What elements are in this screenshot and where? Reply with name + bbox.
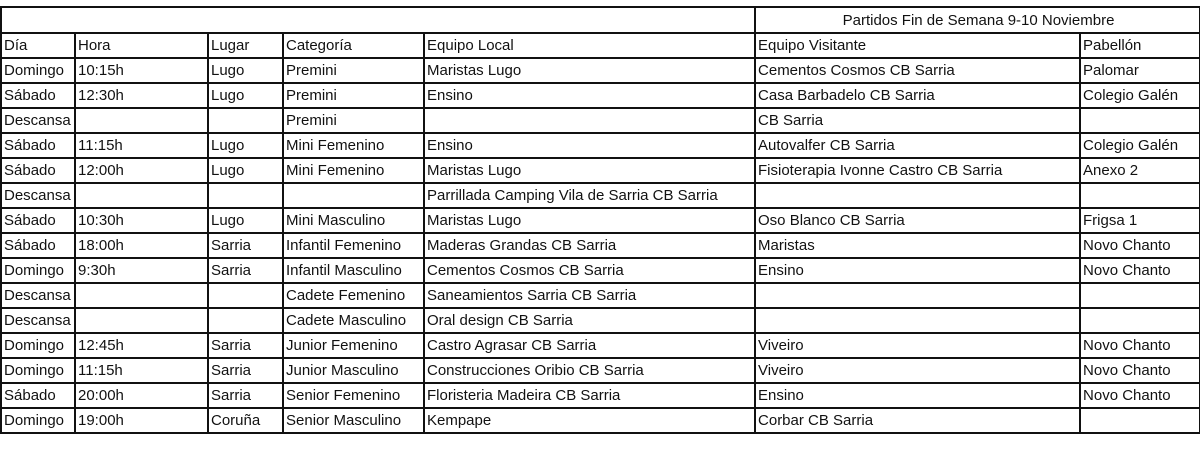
cell-category[interactable]: Premini [283, 58, 424, 83]
table-row [1, 183, 1200, 208]
header-day[interactable]: Día [1, 33, 75, 58]
cell-day[interactable]: Sábado [1, 383, 75, 408]
cell-day[interactable]: Domingo [1, 258, 75, 283]
cell-category[interactable] [283, 183, 424, 208]
cell-venue[interactable] [1080, 108, 1200, 133]
table-row [1, 108, 1200, 133]
cell-place[interactable] [208, 183, 283, 208]
sheet-title[interactable]: Partidos Fin de Semana 9-10 Noviembre [755, 7, 1200, 33]
header-venue[interactable]: Pabellón [1080, 33, 1200, 58]
header-category[interactable]: Categoría [283, 33, 424, 58]
cell-day[interactable]: Descansa [1, 308, 75, 333]
cell-away-team[interactable] [755, 308, 1080, 333]
cell-category[interactable]: Junior Femenino [283, 333, 424, 358]
cell-day[interactable]: Sábado [1, 133, 75, 158]
cell-away-team[interactable]: Maristas [755, 233, 1080, 258]
cell-venue[interactable] [1080, 308, 1200, 333]
cell-venue[interactable]: Novo Chanto [1080, 383, 1200, 408]
cell-away-team[interactable]: Autovalfer CB Sarria [755, 133, 1080, 158]
cell-category[interactable]: Mini Femenino [283, 158, 424, 183]
cell-category[interactable]: Cadete Femenino [283, 283, 424, 308]
cell-category[interactable]: Mini Masculino [283, 208, 424, 233]
table-row [1, 333, 1200, 358]
cell-home-team[interactable]: Kempape [424, 408, 755, 433]
cell-day[interactable]: Sábado [1, 83, 75, 108]
header-away-team[interactable]: Equipo Visitante [755, 33, 1080, 58]
cell-home-team[interactable]: Cementos Cosmos CB Sarria [424, 258, 755, 283]
cell-away-team[interactable]: Ensino [755, 258, 1080, 283]
cell-place[interactable]: Lugo [208, 133, 283, 158]
cell-day[interactable]: Descansa [1, 183, 75, 208]
cell-place[interactable]: Coruña [208, 408, 283, 433]
title-row [1, 7, 1200, 33]
cell-venue[interactable] [1080, 408, 1200, 433]
table-row [1, 133, 1200, 158]
cell-home-team[interactable]: Castro Agrasar CB Sarria [424, 333, 755, 358]
cell-venue[interactable]: Colegio Galén [1080, 83, 1200, 108]
cell-time[interactable]: 19:00h [75, 408, 208, 433]
cell-home-team[interactable]: Floristeria Madeira CB Sarria [424, 383, 755, 408]
cell-time[interactable] [75, 308, 208, 333]
cell-place[interactable]: Lugo [208, 158, 283, 183]
cell-time[interactable]: 18:00h [75, 233, 208, 258]
cell-venue[interactable]: Novo Chanto [1080, 258, 1200, 283]
cell-home-team[interactable]: Maristas Lugo [424, 208, 755, 233]
table-row [1, 58, 1200, 83]
header-place[interactable]: Lugar [208, 33, 283, 58]
cell-away-team[interactable] [755, 283, 1080, 308]
cell-day[interactable]: Descansa [1, 283, 75, 308]
cell-category[interactable]: Senior Masculino [283, 408, 424, 433]
cell-category[interactable]: Junior Masculino [283, 358, 424, 383]
cell-away-team[interactable]: Ensino [755, 383, 1080, 408]
cell-venue[interactable]: Novo Chanto [1080, 333, 1200, 358]
cell-category[interactable]: Premini [283, 83, 424, 108]
cell-venue[interactable]: Novo Chanto [1080, 233, 1200, 258]
cell-day[interactable]: Domingo [1, 333, 75, 358]
table-row [1, 258, 1200, 283]
cell-home-team[interactable]: Maristas Lugo [424, 58, 755, 83]
cell-category[interactable]: Infantil Femenino [283, 233, 424, 258]
cell-home-team[interactable]: Saneamientos Sarria CB Sarria [424, 283, 755, 308]
cell-place[interactable] [208, 308, 283, 333]
cell-place[interactable] [208, 108, 283, 133]
cell-time[interactable]: 10:30h [75, 208, 208, 233]
cell-category[interactable]: Senior Femenino [283, 383, 424, 408]
cell-day[interactable]: Domingo [1, 408, 75, 433]
cell-time[interactable]: 11:15h [75, 133, 208, 158]
cell-away-team[interactable]: CB Sarria [755, 108, 1080, 133]
cell-home-team[interactable]: Parrillada Camping Vila de Sarria CB Sarria [424, 183, 755, 208]
cell-home-team[interactable]: Ensino [424, 133, 755, 158]
cell-time[interactable]: 11:15h [75, 358, 208, 383]
table-row [1, 358, 1200, 383]
cell-away-team[interactable]: Corbar CB Sarria [755, 408, 1080, 433]
cell-time[interactable] [75, 283, 208, 308]
cell-time[interactable] [75, 108, 208, 133]
cell-home-team[interactable]: Maderas Grandas CB Sarria [424, 233, 755, 258]
table-row [1, 208, 1200, 233]
cell-home-team[interactable]: Construcciones Oribio CB Sarria [424, 358, 755, 383]
cell-away-team[interactable] [755, 183, 1080, 208]
table-row [1, 83, 1200, 108]
cell-category[interactable]: Cadete Masculino [283, 308, 424, 333]
cell-time[interactable]: 20:00h [75, 383, 208, 408]
cell-away-team[interactable]: Viveiro [755, 333, 1080, 358]
cell-venue[interactable]: Frigsa 1 [1080, 208, 1200, 233]
cell-venue[interactable] [1080, 283, 1200, 308]
cell-category[interactable]: Premini [283, 108, 424, 133]
cell-away-team[interactable]: Oso Blanco CB Sarria [755, 208, 1080, 233]
cell-place[interactable]: Sarria [208, 333, 283, 358]
cell-time[interactable]: 10:15h [75, 58, 208, 83]
cell-place[interactable]: Lugo [208, 83, 283, 108]
cell-venue[interactable] [1080, 183, 1200, 208]
cell-place[interactable]: Sarria [208, 233, 283, 258]
cell-place[interactable]: Sarria [208, 383, 283, 408]
table-row [1, 283, 1200, 308]
cell-time[interactable]: 12:00h [75, 158, 208, 183]
cell-home-team[interactable]: Oral design CB Sarria [424, 308, 755, 333]
table-row [1, 158, 1200, 183]
cell-time[interactable]: 12:45h [75, 333, 208, 358]
cell-category[interactable]: Infantil Masculino [283, 258, 424, 283]
cell-day[interactable]: Sábado [1, 233, 75, 258]
cell-venue[interactable]: Novo Chanto [1080, 358, 1200, 383]
cell-day[interactable]: Sábado [1, 208, 75, 233]
cell-venue[interactable]: Palomar [1080, 58, 1200, 83]
cell-day[interactable]: Sábado [1, 158, 75, 183]
cell-place[interactable]: Sarria [208, 258, 283, 283]
cell-place[interactable]: Lugo [208, 208, 283, 233]
cell-day[interactable]: Domingo [1, 58, 75, 83]
table-row [1, 308, 1200, 333]
cell-venue[interactable]: Anexo 2 [1080, 158, 1200, 183]
header-time[interactable]: Hora [75, 33, 208, 58]
cell-day[interactable]: Descansa [1, 108, 75, 133]
table-row [1, 233, 1200, 258]
cell-place[interactable] [208, 283, 283, 308]
cell-home-team[interactable]: Maristas Lugo [424, 158, 755, 183]
cell-time[interactable]: 9:30h [75, 258, 208, 283]
cell-home-team[interactable] [424, 108, 755, 133]
cell-home-team[interactable]: Ensino [424, 83, 755, 108]
header-row [1, 33, 1200, 58]
table-row [1, 408, 1200, 433]
schedule-table [0, 6, 1200, 434]
cell-venue[interactable]: Colegio Galén [1080, 133, 1200, 158]
cell-away-team[interactable]: Fisioterapia Ivonne Castro CB Sarria [755, 158, 1080, 183]
header-home-team[interactable]: Equipo Local [424, 33, 755, 58]
cell-time[interactable] [75, 183, 208, 208]
cell-time[interactable]: 12:30h [75, 83, 208, 108]
cell-away-team[interactable]: Casa Barbadelo CB Sarria [755, 83, 1080, 108]
cell-place[interactable]: Sarria [208, 358, 283, 383]
table-row [1, 383, 1200, 408]
cell-away-team[interactable]: Cementos Cosmos CB Sarria [755, 58, 1080, 83]
cell-day[interactable]: Domingo [1, 358, 75, 383]
cell-away-team[interactable]: Viveiro [755, 358, 1080, 383]
cell-category[interactable]: Mini Femenino [283, 133, 424, 158]
cell-place[interactable]: Lugo [208, 58, 283, 83]
title-blank-cell[interactable] [1, 7, 755, 33]
